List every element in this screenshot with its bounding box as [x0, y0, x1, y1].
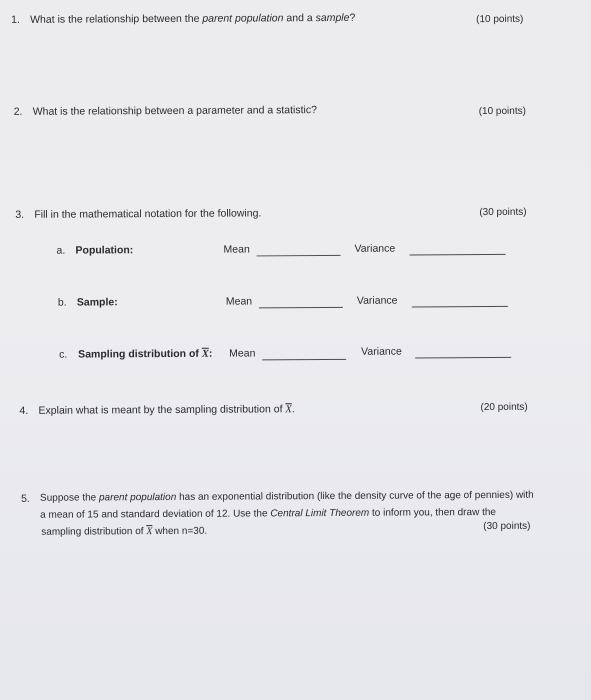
part-a-variance-blank[interactable]	[410, 254, 506, 256]
question-4-points: (20 points)	[480, 401, 528, 414]
question-5-points: (30 points)	[483, 520, 531, 533]
part-a-letter: a.	[56, 244, 66, 257]
part-b-letter: b.	[57, 296, 67, 309]
question-5-line-1: Suppose the parent population has an exponential distribution (like the density curve of the age of pennies) with	[40, 489, 534, 504]
question-3-number: 3.	[15, 208, 25, 221]
question-2-text: What is the relationship between a parameter and a statistic?	[32, 104, 317, 118]
question-2-number: 2.	[13, 105, 23, 118]
part-c-mean-label: Mean	[229, 347, 256, 360]
part-b-variance-blank[interactable]	[412, 306, 508, 308]
part-a-mean-blank[interactable]	[257, 255, 341, 257]
part-c-mean-blank[interactable]	[262, 359, 346, 361]
part-b-mean-label: Mean	[225, 295, 253, 308]
part-c-label: Sampling distribution of $\overline{X}$:	[78, 347, 213, 361]
question-2-points: (10 points)	[478, 105, 526, 118]
part-b-mean-blank[interactable]	[259, 307, 343, 309]
question-4-number: 4.	[19, 404, 29, 417]
part-a-variance-label: Variance	[354, 242, 396, 255]
question-3-text: Fill in the mathematical notation for the following.	[34, 207, 262, 221]
part-b-variance-label: Variance	[356, 294, 398, 307]
question-3-points: (30 points)	[479, 206, 527, 219]
question-5-line-2: a mean of 15 and standard deviation of 12. Use the Central Limit Theorem to inform you, then draw the	[40, 506, 496, 521]
question-5-number: 5.	[21, 492, 30, 505]
question-5-line-3: sampling distribution of $\overline{X}$ when n=30.	[41, 525, 208, 538]
question-4-text: Explain what is meant by the sampling distribution of $\overline{X}$.	[38, 403, 295, 417]
part-c-letter: c.	[59, 348, 68, 361]
part-b-label: Sample:	[76, 296, 118, 309]
part-c-variance-label: Variance	[361, 345, 402, 358]
part-a-mean-label: Mean	[223, 243, 250, 256]
question-1-number: 1.	[11, 13, 20, 26]
question-1-text: What is the relationship between the parent population and a sample?	[30, 11, 356, 26]
part-a-label: Population:	[75, 244, 134, 257]
question-1-points: (10 points)	[476, 13, 524, 26]
part-c-variance-blank[interactable]	[415, 357, 511, 359]
